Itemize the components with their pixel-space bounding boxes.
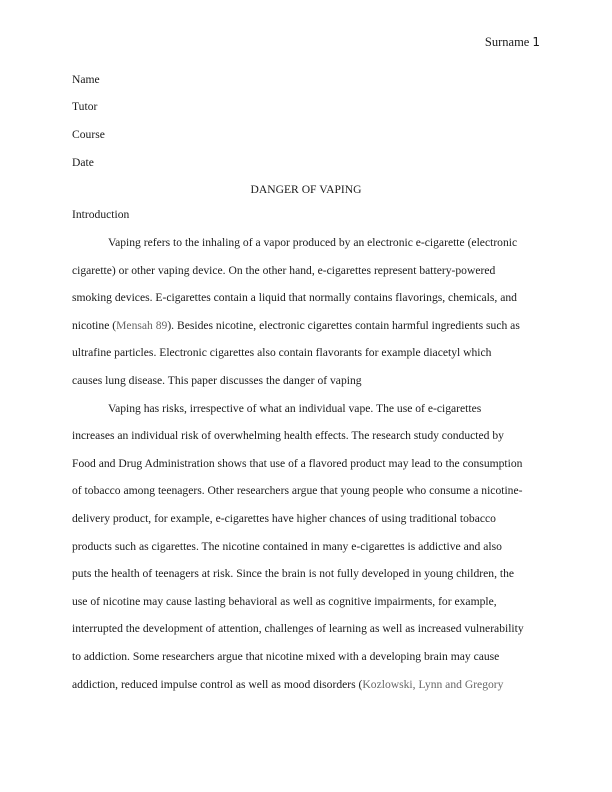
- paragraph-line: of tobacco among teenagers. Other researchers argue that young people who consume a nicotine-: [72, 484, 523, 497]
- tutor-line: Tutor: [72, 100, 98, 113]
- paragraph-line: interrupted the development of attention, challenges of learning as well as increased vulnerability: [72, 622, 524, 635]
- paragraph-line: use of nicotine may cause lasting behavioral as well as cognitive impairments, for example,: [72, 595, 497, 608]
- line-text: ). Besides nicotine, electronic cigarettes contain harmful ingredients such as: [167, 319, 520, 332]
- student-name-line: Name: [72, 73, 100, 86]
- paragraph-line: puts the health of teenagers at risk. Since the brain is not fully developed in young children, the: [72, 567, 515, 580]
- paragraph-line: Vaping refers to the inhaling of a vapor produced by an electronic e-cigarette (electronic: [108, 236, 518, 249]
- course-line: Course: [72, 128, 105, 141]
- paragraph-line: cigarette) or other vaping device. On the other hand, e-cigarettes represent battery-powered: [72, 264, 496, 277]
- paragraph-line: products such as cigarettes. The nicotine contained in many e-cigarettes is addictive and also: [72, 540, 502, 553]
- paper-title: DANGER OF VAPING: [250, 183, 362, 196]
- section-heading: Introduction: [72, 208, 130, 221]
- header-surname: Surname: [484, 35, 530, 49]
- paragraph-line: delivery product, for example, e-cigarettes have higher chances of using traditional tobacco: [72, 512, 496, 525]
- paragraph-line: ultrafine particles. Electronic cigarettes also contain flavorants for example diacetyl which: [72, 346, 492, 359]
- paragraph-line: causes lung disease. This paper discusses the danger of vaping: [72, 374, 362, 387]
- paragraph-line: Food and Drug Administration shows that use of a flavored product may lead to the consumption: [72, 457, 523, 470]
- citation: Mensah 89: [116, 319, 168, 332]
- paragraph-line: Vaping has risks, irrespective of what an individual vape. The use of e-cigarettes: [108, 402, 482, 415]
- citation: Kozlowski, Lynn and Gregory: [362, 678, 504, 691]
- page-header: [485, 35, 540, 50]
- page-number: 1: [532, 35, 540, 49]
- paragraph-line: [72, 678, 540, 692]
- paragraph-line: to addiction. Some researchers argue that nicotine mixed with a developing brain may cause: [72, 650, 500, 663]
- paragraph-line: smoking devices. E-cigarettes contain a liquid that normally contains flavorings, chemicals, and: [72, 291, 517, 304]
- line-text: addiction, reduced impulse control as well as mood disorders (: [72, 678, 363, 691]
- date-line: Date: [72, 156, 94, 169]
- paragraph-line: increases an individual risk of overwhelming health effects. The research study conducted by: [72, 429, 504, 442]
- line-text: nicotine (: [72, 319, 117, 332]
- paragraph-line: [72, 319, 540, 333]
